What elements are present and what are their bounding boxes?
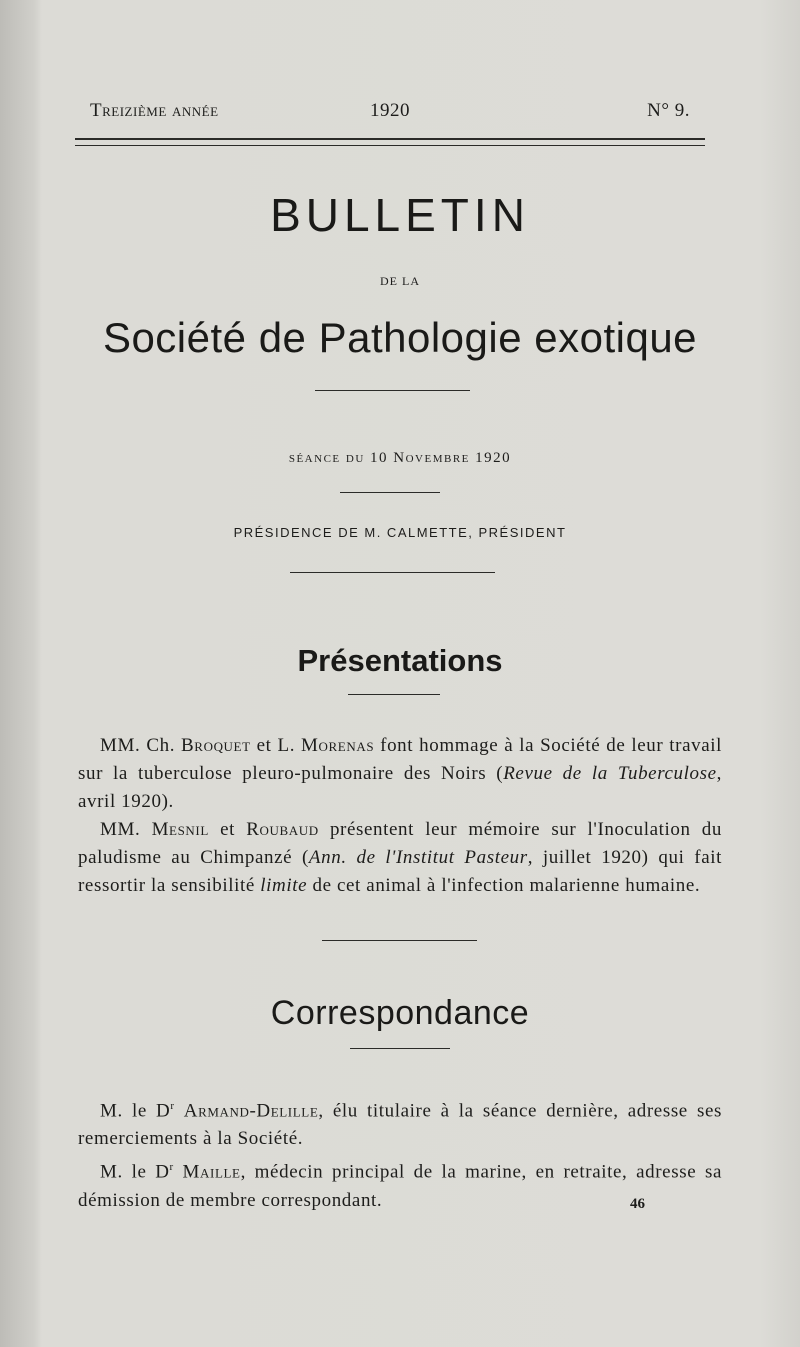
author-name: Mesnil [151, 819, 209, 840]
correspondance-paragraph: M. le $D^r$ Maille, médecin principal de la marine, en retraite, adresse sa démission de membre correspondant. [78, 1161, 722, 1211]
emphasis-word: limite [260, 875, 308, 896]
header-year-label: Treizième année [90, 100, 219, 121]
presentations-body [78, 732, 722, 900]
presentation-paragraph: MM. Mesnil et Roubaud présentent leur mémoire sur l'Inoculation du paludisme au Chimpanzé (Ann. de l'Institut Pasteur, juillet 1920) qui fait ressortir la sensibilité limite de cet animal à l'infection malarienne humaine. [78, 819, 722, 896]
author-name: Morenas [301, 735, 375, 756]
divider-rule [350, 1048, 450, 1049]
presidence-line: PRÉSIDENCE DE M. CALMETTE, PRÉSIDENT [233, 525, 567, 540]
seance-date: séance du 10 Novembre 1920 [288, 450, 512, 466]
divider-rule [348, 694, 440, 695]
running-header [90, 100, 690, 130]
correspondance-body [78, 1092, 722, 1215]
correspondance-paragraph: M. le $D^r$ Armand-Delille, élu titulaire à la séance dernière, adresse ses remerciements à la Société. [78, 1100, 722, 1150]
author-name: Roubaud [246, 819, 319, 840]
divider-rule [315, 390, 470, 391]
journal-title: Revue de la Tuberculose [503, 763, 717, 784]
presentation-paragraph: MM. Ch. Broquet et L. Morenas font hommage à la Société de leur travail sur la tuberculose pleuro-pulmonaire des Noirs (Revue de la Tuberculose, avril 1920). [78, 735, 722, 812]
bulletin-title: BULLETIN [270, 189, 530, 241]
header-date: 1920 [370, 100, 410, 121]
header-issue-number: N° 9. [647, 100, 690, 121]
author-name: Armand-Delille [183, 1100, 319, 1122]
divider-rule [322, 940, 477, 941]
header-double-rule [75, 138, 705, 146]
page-number: 46 [630, 1196, 645, 1212]
journal-title: Ann. de l'Institut Pasteur [308, 847, 528, 868]
author-name: Broquet [181, 735, 251, 756]
de-la-label: DE LA [380, 274, 420, 288]
author-name: Maille [182, 1161, 241, 1183]
society-name: Société de Pathologie exotique [102, 314, 698, 361]
divider-rule [290, 572, 495, 573]
section-heading-presentations: Présentations [297, 643, 503, 678]
divider-rule [340, 492, 440, 493]
section-heading-correspondance: Correspondance [270, 994, 530, 1032]
